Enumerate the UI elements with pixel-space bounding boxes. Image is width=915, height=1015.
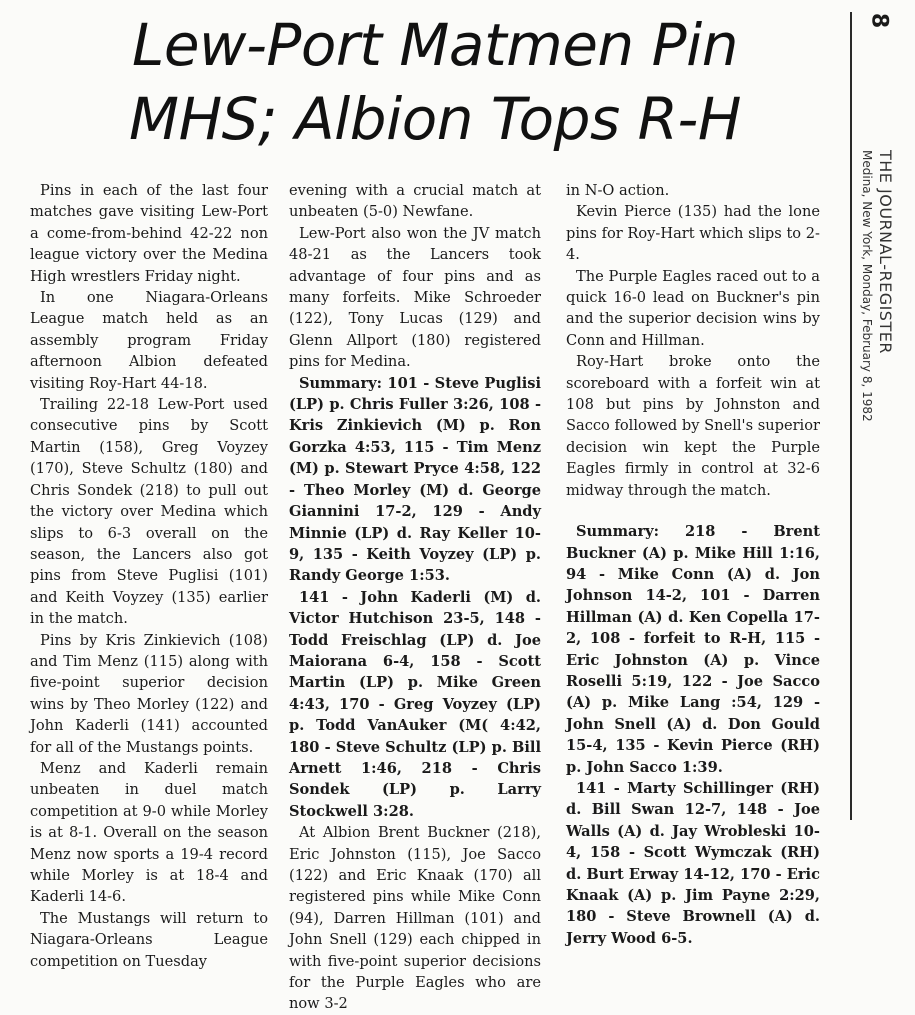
- paragraph: Lew-Port also won the JV match 48-21 as the Lancers took advantage of four pins and as many forfeits. Mike Schroeder (122), Tony Lucas (129) and Glenn Allport (180) registered pins for Medina.: [289, 224, 541, 371]
- headline-line-2: MHS; Albion Tops R-H: [129, 85, 741, 153]
- paragraph: Roy-Hart broke onto the scoreboard with a forfeit win at 108 but pins by Johnston and Sacco followed by Snell's superior decision win kept the Purple Eagles firmly in control at 32-6 midway through the match.: [566, 353, 820, 499]
- paper-name: THE JOURNAL-REGISTER: [876, 150, 895, 354]
- masthead: [860, 150, 895, 422]
- paragraph: At Albion Brent Buckner (218), Eric Johnston (115), Joe Sacco (122) and Eric Knaak (170) all registered pins while Mike Conn (94), Darren Hillman (101) and John Snell (129) each chipped in with five-point superior decisions for the Purple Eagles who are now 3-2: [289, 824, 541, 1013]
- article-column-2: [289, 180, 541, 1015]
- page-number: 8: [866, 12, 892, 29]
- paragraph: The Purple Eagles raced out to a quick 16-0 lead on Buckner's pin and the superior decision wins by Conn and Hillman.: [566, 267, 820, 349]
- column-rule: [850, 12, 852, 820]
- lewport-medina-summary-cont: 141 - John Kaderli (M) d. Victor Hutchison 23-5, 148 - Todd Freischlag (LP) d. Joe Maiorana 6-4, 158 - Scott Martin (LP) p. Mike Green 4:43, 170 - Greg Voyzey (LP) p. Todd VanAuker (M( 4:42, 180 - Steve Schultz (LP) p. Bill Arnett 1:46, 218 - Chris Sondek (LP) p. Larry Stockwell 3:28.: [289, 588, 541, 820]
- paragraph: Trailing 22-18 Lew-Port used consecutive pins by Scott Martin (158), Greg Voyzey (170), Steve Schultz (180) and Chris Sondek (218) to pull out the victory over Medina which slips to 6-3 overall on the season, the Lancers also got pins from Steve Puglisi (101) and Keith Voyzey (135) earlier in the match.: [30, 396, 268, 628]
- lewport-medina-summary: Summary: 101 - Steve Puglisi (LP) p. Chris Fuller 3:26, 108 - Kris Zinkievich (M) p. Ron Gorzka 4:53, 115 - Tim Menz (M) p. Stewart Pryce 4:58, 122 - Theo Morley (M) d. George Giannini 17-2, 129 - Andy Minnie (LP) d. Ray Keller 10-9, 135 - Keith Voyzey (LP) p. Randy George 1:53.: [289, 374, 541, 585]
- article-column-1: [30, 180, 268, 972]
- paragraph: The Mustangs will return to Niagara-Orleans League competition on Tuesday: [30, 909, 268, 970]
- albion-royhart-summary-cont: 141 - Marty Schillinger (RH) d. Bill Swan 12-7, 148 - Joe Walls (A) d. Jay Wrobleski 10-4, 158 - Scott Wymczak (RH) d. Burt Erway 14-12, 170 - Eric Knaak (A) p. Jim Payne 2:29, 180 - Steve Brownell (A) d. Jerry Wood 6-5.: [566, 779, 820, 947]
- paragraph: Pins in each of the last four matches gave visiting Lew-Port a come-from-behind 42-22 non league victory over the Medina High wrestlers Friday night.: [30, 182, 268, 285]
- headline-line-1: Lew-Port Matmen Pin: [132, 11, 738, 79]
- spacer: [566, 501, 820, 521]
- paragraph: Menz and Kaderli remain unbeaten in duel match competition at 9-0 while Morley is at 8-1. Overall on the season Menz now sports a 19-4 record while Morley is at 18-4 and Kaderli 14-6.: [30, 759, 268, 906]
- paragraph: Pins by Kris Zinkievich (108) and Tim Menz (115) along with five-point superior decision wins by Theo Morley (122) and John Kaderli (141) accounted for all of the Mustangs points.: [30, 631, 268, 756]
- article-column-3: [566, 180, 820, 949]
- albion-royhart-summary: Summary: 218 - Brent Buckner (A) p. Mike Hill 1:16, 94 - Mike Conn (A) d. Jon Johnson 14-2, 101 - Darren Hillman (A) d. Ken Copella 17-2, 108 - forfeit to R-H, 115 - Eric Johnston (A) p. Vince Roselli 5:19, 122 - Joe Sacco (A) p. Mike Lang :54, 129 - John Snell (A) d. Don Gould 15-4, 135 - Kevin Pierce (RH) p. John Sacco 1:39.: [566, 523, 820, 776]
- headline: [40, 8, 830, 156]
- paragraph: evening with a crucial match at unbeaten (5-0) Newfane.: [289, 182, 541, 221]
- paragraph: in N-O action.: [566, 182, 670, 199]
- dateline: Medina, New York, Monday, February 8, 1982: [860, 150, 874, 422]
- paragraph: In one Niagara-Orleans League match held as an assembly program Friday afternoon Albion defeated visiting Roy-Hart 44-18.: [30, 289, 268, 392]
- paragraph: Kevin Pierce (135) had the lone pins for Roy-Hart which slips to 2-4.: [566, 203, 820, 264]
